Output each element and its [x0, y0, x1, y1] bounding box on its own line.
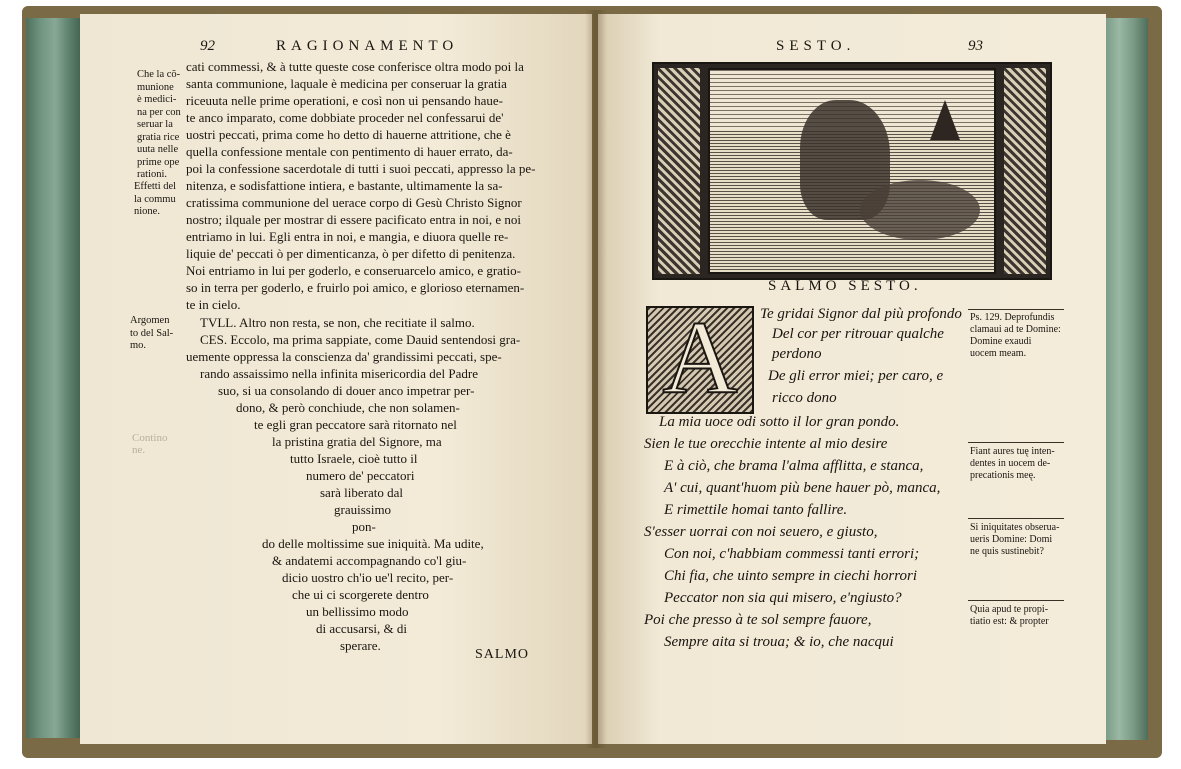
dialogue-line: & andatemi accompagnando co'l giu-: [272, 553, 467, 568]
verse-line: S'esser uorrai con noi seuero, e giusto,: [644, 524, 878, 540]
woodcut-illustration: [652, 62, 1052, 280]
page-edges-right: [1100, 18, 1148, 740]
woodcut-scene: [708, 68, 996, 274]
margin-note-argument: Argomen to del Sal- mo.: [130, 315, 174, 351]
verse-line: Con noi, c'habbiam commessi tanti errori;: [664, 546, 920, 562]
catchword: SALMO: [475, 647, 530, 662]
dialogue-line: di accusarsi, & di: [316, 621, 407, 636]
dialogue-line: numero de' peccatori: [306, 468, 415, 483]
initial-letter: A: [662, 300, 738, 415]
figure-fallen: [860, 180, 980, 240]
dialogue-line: suo, si ua consolando di douer anco impetrar per-: [218, 383, 475, 398]
left-running-head: RAGIONAMENTO: [276, 38, 459, 54]
margin-note-quia: Quia apud te propi- tiatio est: & propter: [970, 604, 1049, 627]
verse-line: perdono: [772, 346, 822, 362]
margin-note-effects: Effetti del la commu nione.: [134, 181, 177, 217]
ornamental-border-left: [658, 68, 700, 274]
verse-line: E à ciò, che brama l'alma afflitta, e stanca,: [664, 458, 924, 474]
verse-line: E rimettile homai tanto fallire.: [664, 502, 848, 518]
margin-rule: [968, 518, 1064, 519]
verse-line: ricco dono: [772, 390, 837, 406]
margin-rule: [968, 442, 1064, 443]
psalm-title: SALMO SESTO.: [768, 278, 922, 294]
dialogue-line: do delle moltissime sue iniquità. Ma udite,: [262, 536, 484, 551]
dialogue-line: un bellissimo modo: [306, 604, 409, 619]
dialogue-line: te egli gran peccatore sarà ritornato nel: [254, 417, 457, 432]
ornamental-border-right: [1004, 68, 1046, 274]
margin-note-ps129: Ps. 129. Deprofundis clamaui ad te Domine: Domine exaudi uocem meam.: [970, 312, 1061, 359]
book-gutter: [585, 10, 607, 748]
dialogue-line: sperare.: [340, 638, 381, 653]
margin-rule: [968, 600, 1064, 601]
dialogue-tvll: TVLL. Altro non resta, se non, che recitiate il salmo.: [200, 315, 475, 330]
dialogue-line: che ui ci scorgerete dentro: [292, 587, 429, 602]
right-page-number: 93: [968, 38, 983, 54]
verse-line: La mia uoce odi sotto il lor gran pondo.: [659, 414, 900, 430]
left-page-number: 92: [200, 38, 215, 54]
dialogue-line: CES. Eccolo, ma prima sappiate, come Dauid sentendosi gra-: [200, 332, 521, 347]
dialogue-line: grauissimo: [334, 502, 392, 517]
verse-line: Te gridai Signor dal più profondo: [760, 306, 962, 322]
decorated-initial: [646, 300, 754, 415]
right-running-head: SESTO.: [776, 38, 856, 54]
verse-line: Sien le tue orecchie intente al mio desire: [644, 436, 888, 452]
verse-line: Del cor per ritrouar qualche: [772, 326, 944, 342]
dialogue-line: dicio uostro ch'io ue'l recito, per-: [282, 570, 454, 585]
page-edges-left: [26, 18, 84, 738]
dialogue-line: tutto Israele, cioè tutto il: [290, 451, 418, 466]
dialogue-line: dono, & però conchiude, che non solamen-: [236, 400, 460, 415]
margin-note-communion: Che la cõ- munione è medici- na per con seruar la gratia rice uuta nelle prime ope rationi.: [137, 69, 181, 180]
dialogue-line: rando assaissimo nella infinita misericordia del Padre: [200, 366, 478, 381]
margin-note-fiant: Fiant aures tuę inten- dentes in uocem de- precationis meę.: [970, 446, 1055, 481]
dialogue-line: la pristina gratia del Signore, ma: [272, 434, 442, 449]
margin-rule: [968, 309, 1064, 310]
dialogue-line: sarà liberato dal: [320, 485, 404, 500]
verse-line: Poi che presso à te sol sempre fauore,: [644, 612, 872, 628]
dialogue-line: pon-: [352, 519, 376, 534]
bleed-through-text: Contino ne.: [132, 432, 168, 456]
verse-line: Peccator non sia qui misero, e'ngiusto?: [664, 590, 902, 606]
verse-line: Sempre aita si troua; & io, che nacqui: [664, 634, 894, 650]
verse-line: De gli error miei; per caro, e: [768, 368, 944, 384]
verse-line: A' cui, quant'huom più bene hauer pò, manca,: [664, 480, 941, 496]
margin-note-si-iniquitates: Si iniquitates obserua- ueris Domine: Domi ne quis sustinebit?: [970, 522, 1060, 557]
left-body-text: cati commessi, & à tutte queste cose conferisce oltra modo poi la santa communione, laquale è medicina per conseruar la gratia riceuuta nelle prime operationi, e così non ui pensando haue- te anco imparato, come dobbiate proceder nel confessarui de' uostri peccati, prima come ho detto di hauerne attritione, che è quella confessione mentale con pentimento di hauer errato, da- poi la confessione sacerdotale di tutti i suoi peccati, appresso la pe- nitenza, e sodisfattione intiera, e bastante, ultimamente la sa- cratissima communione del uerace corpo di Gesù Christo Signor nostro; ilquale per mostrar di essere pacificato entra in noi, e noi entriamo in lui. Egli entra in noi, e mangia, e diuora quelle re- liquie de' peccati ò per dimenticanza, ò per difetto di penitenza. Noi entriamo in lui per goderlo, e conseruarcelo amico, e gratio- so in terra per goderlo, e fruirlo poi amico, e glorioso eternamen- te in cielo.: [186, 59, 536, 312]
verse-line: Chi fia, che uinto sempre in ciechi horrori: [664, 568, 918, 584]
dialogue-line: uemente oppressa la conscienza da' grandissimi peccati, spe-: [186, 349, 502, 364]
